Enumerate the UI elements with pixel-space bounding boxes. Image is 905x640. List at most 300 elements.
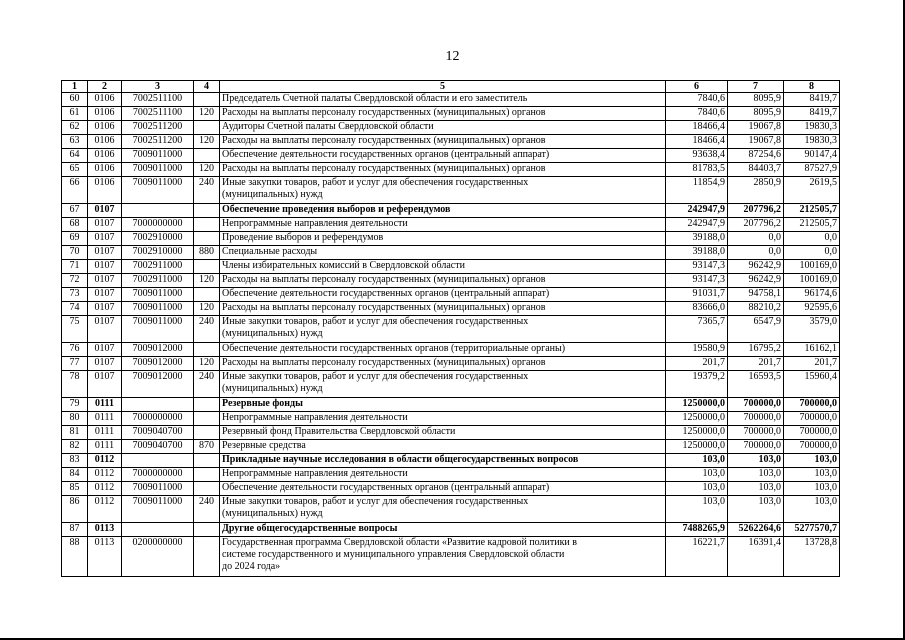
article-code-cell: 7002511100: [122, 93, 194, 107]
item-name-line: Резервные средства: [222, 440, 306, 451]
row-number-cell: 75: [62, 316, 88, 343]
table-row: [62, 523, 840, 537]
item-name-cell: [220, 426, 666, 440]
row-number-cell: 63: [62, 135, 88, 149]
item-name-cell: [220, 440, 666, 454]
expense-type-cell: [194, 204, 220, 218]
amount-year2-cell: 103,0: [728, 496, 784, 523]
amount-year3-cell: 2619,5: [784, 177, 840, 204]
item-name-cell: [220, 357, 666, 371]
amount-year2-cell: 6547,9: [728, 316, 784, 343]
table-row: [62, 149, 840, 163]
section-code-cell: 0106: [88, 121, 122, 135]
amount-year1-cell: 93147,3: [666, 260, 728, 274]
item-name-line: Иные закупки товаров, работ и услуг для обеспечения государственных: [222, 496, 529, 507]
item-name-line: (муниципальных) нужд: [222, 383, 323, 394]
table-row: [62, 260, 840, 274]
expense-type-cell: [194, 232, 220, 246]
amount-year2-cell: 207796,2: [728, 204, 784, 218]
section-code-cell: 0113: [88, 523, 122, 537]
amount-year3-cell: 700000,0: [784, 398, 840, 412]
amount-year3-cell: 87527,9: [784, 163, 840, 177]
table-row: [62, 468, 840, 482]
item-name-cell: [220, 496, 666, 523]
item-name-line: Резервный фонд Правительства Свердловской области: [222, 426, 456, 437]
item-name-line: Непрограммные направления деятельности: [222, 412, 408, 423]
row-number-cell: 76: [62, 343, 88, 357]
table-row: [62, 398, 840, 412]
row-number-cell: 81: [62, 426, 88, 440]
table-row: [62, 343, 840, 357]
row-number-cell: 67: [62, 204, 88, 218]
amount-year3-cell: 700000,0: [784, 412, 840, 426]
amount-year3-cell: 16162,1: [784, 343, 840, 357]
row-number-cell: 70: [62, 246, 88, 260]
item-name-cell: [220, 482, 666, 496]
amount-year2-cell: 700000,0: [728, 426, 784, 440]
item-name-line: Иные закупки товаров, работ и услуг для обеспечения государственных: [222, 177, 529, 188]
table-row: [62, 135, 840, 149]
section-code-cell: 0107: [88, 357, 122, 371]
amount-year3-cell: 3579,0: [784, 316, 840, 343]
header-cell: 7: [728, 81, 784, 93]
article-code-cell: 7000000000: [122, 218, 194, 232]
item-name-line: Специальные расходы: [222, 246, 318, 257]
header-cell: 3: [122, 81, 194, 93]
section-code-cell: 0113: [88, 537, 122, 577]
expense-type-cell: [194, 149, 220, 163]
amount-year2-cell: 103,0: [728, 454, 784, 468]
table-row: [62, 371, 840, 398]
amount-year3-cell: 103,0: [784, 454, 840, 468]
article-code-cell: [122, 398, 194, 412]
amount-year2-cell: 0,0: [728, 232, 784, 246]
item-name-line: Расходы на выплаты персоналу государственных (муниципальных) органов: [222, 274, 546, 285]
row-number-cell: 61: [62, 107, 88, 121]
item-name-line: Расходы на выплаты персоналу государственных (муниципальных) органов: [222, 302, 546, 313]
item-name-line: Прикладные научные исследования в области общегосударственных вопросов: [222, 454, 579, 465]
section-code-cell: 0106: [88, 163, 122, 177]
amount-year3-cell: 13728,8: [784, 537, 840, 577]
item-name-cell: [220, 149, 666, 163]
amount-year2-cell: 201,7: [728, 357, 784, 371]
amount-year1-cell: 18466,4: [666, 135, 728, 149]
article-code-cell: 7002910000: [122, 246, 194, 260]
table-body: [62, 93, 840, 577]
expense-type-cell: [194, 260, 220, 274]
table-row: [62, 288, 840, 302]
table-row: [62, 274, 840, 288]
row-number-cell: 79: [62, 398, 88, 412]
table-row: [62, 93, 840, 107]
item-name-cell: [220, 232, 666, 246]
amount-year1-cell: 1250000,0: [666, 398, 728, 412]
header-cell: 4: [194, 81, 220, 93]
section-code-cell: 0107: [88, 232, 122, 246]
table-row: [62, 163, 840, 177]
item-name-cell: [220, 135, 666, 149]
item-name-line: Обеспечение проведения выборов и референдумов: [222, 204, 451, 215]
header-cell: 8: [784, 81, 840, 93]
row-number-cell: 66: [62, 177, 88, 204]
item-name-line: Обеспечение деятельности государственных органов (центральный аппарат): [222, 149, 550, 160]
item-name-line: Председатель Счетной палаты Свердловской области и его заместитель: [222, 93, 528, 104]
section-code-cell: 0111: [88, 440, 122, 454]
item-name-line: Члены избирательных комиссий в Свердловской области: [222, 260, 465, 271]
section-code-cell: 0111: [88, 412, 122, 426]
amount-year2-cell: 8095,9: [728, 107, 784, 121]
amount-year1-cell: 11854,9: [666, 177, 728, 204]
amount-year3-cell: 100169,0: [784, 260, 840, 274]
amount-year1-cell: 91031,7: [666, 288, 728, 302]
row-number-cell: 84: [62, 468, 88, 482]
article-code-cell: 7009012000: [122, 343, 194, 357]
item-name-cell: [220, 93, 666, 107]
article-code-cell: 7000000000: [122, 412, 194, 426]
row-number-cell: 87: [62, 523, 88, 537]
amount-year1-cell: 103,0: [666, 496, 728, 523]
section-code-cell: 0106: [88, 177, 122, 204]
item-name-cell: [220, 246, 666, 260]
table-row: [62, 537, 840, 577]
item-name-line: Расходы на выплаты персоналу государственных (муниципальных) органов: [222, 135, 546, 146]
budget-table: [61, 80, 840, 577]
amount-year1-cell: 242947,9: [666, 204, 728, 218]
amount-year1-cell: 18466,4: [666, 121, 728, 135]
section-code-cell: 0107: [88, 288, 122, 302]
item-name-line: Государственная программа Свердловской области «Развитие кадровой политики в: [222, 537, 578, 548]
section-code-cell: 0107: [88, 371, 122, 398]
row-number-cell: 69: [62, 232, 88, 246]
amount-year2-cell: 16795,2: [728, 343, 784, 357]
header-cell: 1: [62, 81, 88, 93]
amount-year3-cell: 103,0: [784, 482, 840, 496]
item-name-cell: [220, 302, 666, 316]
amount-year1-cell: 19580,9: [666, 343, 728, 357]
section-code-cell: 0112: [88, 468, 122, 482]
section-code-cell: 0106: [88, 93, 122, 107]
expense-type-cell: 870: [194, 440, 220, 454]
row-number-cell: 78: [62, 371, 88, 398]
item-name-line: до 2024 года»: [222, 561, 281, 572]
article-code-cell: [122, 204, 194, 218]
amount-year2-cell: 700000,0: [728, 412, 784, 426]
row-number-cell: 64: [62, 149, 88, 163]
section-code-cell: 0112: [88, 482, 122, 496]
article-code-cell: 7009040700: [122, 440, 194, 454]
article-code-cell: 7002910000: [122, 232, 194, 246]
amount-year1-cell: 103,0: [666, 482, 728, 496]
item-name-cell: [220, 177, 666, 204]
item-name-line: Расходы на выплаты персоналу государственных (муниципальных) органов: [222, 107, 546, 118]
amount-year3-cell: 0,0: [784, 246, 840, 260]
item-name-line: Аудиторы Счетной палаты Свердловской области: [222, 121, 434, 132]
expense-type-cell: [194, 398, 220, 412]
section-code-cell: 0106: [88, 135, 122, 149]
header-cell: 5: [220, 81, 666, 93]
section-code-cell: 0107: [88, 246, 122, 260]
article-code-cell: 7009040700: [122, 426, 194, 440]
expense-type-cell: 120: [194, 357, 220, 371]
amount-year2-cell: 2850,9: [728, 177, 784, 204]
amount-year1-cell: 83666,0: [666, 302, 728, 316]
article-code-cell: [122, 454, 194, 468]
expense-type-cell: [194, 468, 220, 482]
expense-type-cell: [194, 121, 220, 135]
amount-year1-cell: 103,0: [666, 454, 728, 468]
item-name-cell: [220, 260, 666, 274]
amount-year1-cell: 7488265,9: [666, 523, 728, 537]
row-number-cell: 74: [62, 302, 88, 316]
row-number-cell: 71: [62, 260, 88, 274]
item-name-line: Обеспечение деятельности государственных органов (территориальные органы): [222, 343, 566, 354]
table-row: [62, 357, 840, 371]
row-number-cell: 85: [62, 482, 88, 496]
amount-year3-cell: 15960,4: [784, 371, 840, 398]
expense-type-cell: [194, 426, 220, 440]
amount-year3-cell: 90147,4: [784, 149, 840, 163]
item-name-line: Другие общегосударственные вопросы: [222, 523, 398, 534]
item-name-line: Иные закупки товаров, работ и услуг для обеспечения государственных: [222, 316, 529, 327]
amount-year2-cell: 16593,5: [728, 371, 784, 398]
section-code-cell: 0107: [88, 218, 122, 232]
row-number-cell: 86: [62, 496, 88, 523]
row-number-cell: 72: [62, 274, 88, 288]
article-code-cell: 7009011000: [122, 163, 194, 177]
table-row: [62, 204, 840, 218]
item-name-cell: [220, 371, 666, 398]
amount-year2-cell: 700000,0: [728, 440, 784, 454]
table-row: [62, 302, 840, 316]
amount-year2-cell: 19067,8: [728, 135, 784, 149]
amount-year1-cell: 1250000,0: [666, 426, 728, 440]
row-number-cell: 65: [62, 163, 88, 177]
article-code-cell: 7009011000: [122, 288, 194, 302]
article-code-cell: 7009011000: [122, 482, 194, 496]
item-name-line: Расходы на выплаты персоналу государственных (муниципальных) органов: [222, 357, 546, 368]
table-row: [62, 440, 840, 454]
amount-year2-cell: 700000,0: [728, 398, 784, 412]
row-number-cell: 68: [62, 218, 88, 232]
table-row: [62, 177, 840, 204]
item-name-cell: [220, 537, 666, 577]
table-row: [62, 107, 840, 121]
article-code-cell: 7009012000: [122, 357, 194, 371]
amount-year2-cell: 88210,2: [728, 302, 784, 316]
article-code-cell: 7009011000: [122, 496, 194, 523]
amount-year1-cell: 39188,0: [666, 232, 728, 246]
amount-year3-cell: 700000,0: [784, 426, 840, 440]
amount-year1-cell: 7840,6: [666, 93, 728, 107]
item-name-line: Расходы на выплаты персоналу государственных (муниципальных) органов: [222, 163, 546, 174]
amount-year1-cell: 242947,9: [666, 218, 728, 232]
article-code-cell: 0200000000: [122, 537, 194, 577]
item-name-line: Непрограммные направления деятельности: [222, 218, 408, 229]
amount-year3-cell: 700000,0: [784, 440, 840, 454]
amount-year3-cell: 92595,6: [784, 302, 840, 316]
item-name-line: (муниципальных) нужд: [222, 508, 323, 519]
amount-year2-cell: 103,0: [728, 468, 784, 482]
section-code-cell: 0111: [88, 426, 122, 440]
row-number-cell: 88: [62, 537, 88, 577]
expense-type-cell: 240: [194, 316, 220, 343]
row-number-cell: 82: [62, 440, 88, 454]
article-code-cell: 7000000000: [122, 468, 194, 482]
expense-type-cell: 240: [194, 496, 220, 523]
expense-type-cell: 240: [194, 177, 220, 204]
article-code-cell: 7009011000: [122, 149, 194, 163]
amount-year2-cell: 8095,9: [728, 93, 784, 107]
amount-year1-cell: 19379,2: [666, 371, 728, 398]
amount-year3-cell: 19830,3: [784, 135, 840, 149]
amount-year2-cell: 96242,9: [728, 260, 784, 274]
amount-year2-cell: 16391,4: [728, 537, 784, 577]
amount-year1-cell: 39188,0: [666, 246, 728, 260]
article-code-cell: 7009011000: [122, 302, 194, 316]
expense-type-cell: 120: [194, 163, 220, 177]
row-number-cell: 83: [62, 454, 88, 468]
expense-type-cell: [194, 482, 220, 496]
article-code-cell: 7002511200: [122, 135, 194, 149]
table-row: [62, 232, 840, 246]
row-number-cell: 80: [62, 412, 88, 426]
expense-type-cell: [194, 523, 220, 537]
expense-type-cell: [194, 537, 220, 577]
section-code-cell: 0107: [88, 204, 122, 218]
table-row: [62, 316, 840, 343]
item-name-cell: [220, 274, 666, 288]
item-name-cell: [220, 412, 666, 426]
item-name-cell: [220, 204, 666, 218]
article-code-cell: 7009011000: [122, 316, 194, 343]
expense-type-cell: [194, 454, 220, 468]
amount-year2-cell: 0,0: [728, 246, 784, 260]
amount-year2-cell: 87254,6: [728, 149, 784, 163]
item-name-line: Проведение выборов и референдумов: [222, 232, 384, 243]
table-row: [62, 482, 840, 496]
article-code-cell: 7009011000: [122, 177, 194, 204]
expense-type-cell: [194, 218, 220, 232]
amount-year3-cell: 8419,7: [784, 93, 840, 107]
section-code-cell: 0107: [88, 343, 122, 357]
item-name-line: Непрограммные направления деятельности: [222, 468, 408, 479]
amount-year2-cell: 84403,7: [728, 163, 784, 177]
amount-year1-cell: 81783,5: [666, 163, 728, 177]
item-name-cell: [220, 218, 666, 232]
amount-year1-cell: 103,0: [666, 468, 728, 482]
item-name-line: Обеспечение деятельности государственных органов (центральный аппарат): [222, 482, 550, 493]
amount-year2-cell: 96242,9: [728, 274, 784, 288]
expense-type-cell: 120: [194, 274, 220, 288]
item-name-line: Иные закупки товаров, работ и услуг для обеспечения государственных: [222, 371, 529, 382]
amount-year2-cell: 19067,8: [728, 121, 784, 135]
section-code-cell: 0106: [88, 149, 122, 163]
amount-year3-cell: 0,0: [784, 232, 840, 246]
item-name-line: Резервные фонды: [222, 398, 303, 409]
article-code-cell: 7002511200: [122, 121, 194, 135]
amount-year3-cell: 212505,7: [784, 204, 840, 218]
table-row: [62, 218, 840, 232]
expense-type-cell: [194, 93, 220, 107]
table-row: [62, 496, 840, 523]
header-cell: 2: [88, 81, 122, 93]
article-code-cell: [122, 523, 194, 537]
item-name-cell: [220, 316, 666, 343]
amount-year2-cell: 207796,2: [728, 218, 784, 232]
section-code-cell: 0107: [88, 316, 122, 343]
section-code-cell: 0112: [88, 496, 122, 523]
section-code-cell: 0107: [88, 260, 122, 274]
row-number-cell: 77: [62, 357, 88, 371]
section-code-cell: 0107: [88, 302, 122, 316]
item-name-cell: [220, 343, 666, 357]
amount-year3-cell: 96174,6: [784, 288, 840, 302]
item-name-cell: [220, 163, 666, 177]
section-code-cell: 0107: [88, 274, 122, 288]
item-name-cell: [220, 398, 666, 412]
article-code-cell: 7002911000: [122, 274, 194, 288]
article-code-cell: 7009012000: [122, 371, 194, 398]
item-name-line: системе государственного и муниципального управления Свердловской области: [222, 549, 565, 560]
row-number-cell: 73: [62, 288, 88, 302]
amount-year1-cell: 1250000,0: [666, 440, 728, 454]
expense-type-cell: [194, 343, 220, 357]
amount-year3-cell: 5277570,7: [784, 523, 840, 537]
item-name-cell: [220, 121, 666, 135]
amount-year3-cell: 8419,7: [784, 107, 840, 121]
amount-year1-cell: 93638,4: [666, 149, 728, 163]
table-row: [62, 412, 840, 426]
amount-year1-cell: 7840,6: [666, 107, 728, 121]
page-number: 12: [445, 49, 460, 64]
amount-year3-cell: 19830,3: [784, 121, 840, 135]
expense-type-cell: [194, 412, 220, 426]
table-header-row: [62, 81, 840, 93]
item-name-line: Обеспечение деятельности государственных органов (центральный аппарат): [222, 288, 550, 299]
amount-year2-cell: 94758,1: [728, 288, 784, 302]
section-code-cell: 0112: [88, 454, 122, 468]
article-code-cell: 7002511100: [122, 107, 194, 121]
header-cell: 6: [666, 81, 728, 93]
amount-year3-cell: 100169,0: [784, 274, 840, 288]
expense-type-cell: 880: [194, 246, 220, 260]
item-name-line: (муниципальных) нужд: [222, 189, 323, 200]
amount-year3-cell: 201,7: [784, 357, 840, 371]
amount-year2-cell: 5262264,6: [728, 523, 784, 537]
item-name-cell: [220, 523, 666, 537]
amount-year3-cell: 212505,7: [784, 218, 840, 232]
item-name-cell: [220, 288, 666, 302]
article-code-cell: 7002911000: [122, 260, 194, 274]
item-name-cell: [220, 468, 666, 482]
section-code-cell: 0111: [88, 398, 122, 412]
amount-year1-cell: 201,7: [666, 357, 728, 371]
amount-year3-cell: 103,0: [784, 496, 840, 523]
expense-type-cell: 120: [194, 302, 220, 316]
item-name-cell: [220, 454, 666, 468]
table-row: [62, 454, 840, 468]
row-number-cell: 62: [62, 121, 88, 135]
amount-year1-cell: 16221,7: [666, 537, 728, 577]
table-row: [62, 426, 840, 440]
amount-year1-cell: 1250000,0: [666, 412, 728, 426]
amount-year2-cell: 103,0: [728, 482, 784, 496]
item-name-line: (муниципальных) нужд: [222, 328, 323, 339]
table-row: [62, 121, 840, 135]
item-name-cell: [220, 107, 666, 121]
table-row: [62, 246, 840, 260]
expense-type-cell: 240: [194, 371, 220, 398]
